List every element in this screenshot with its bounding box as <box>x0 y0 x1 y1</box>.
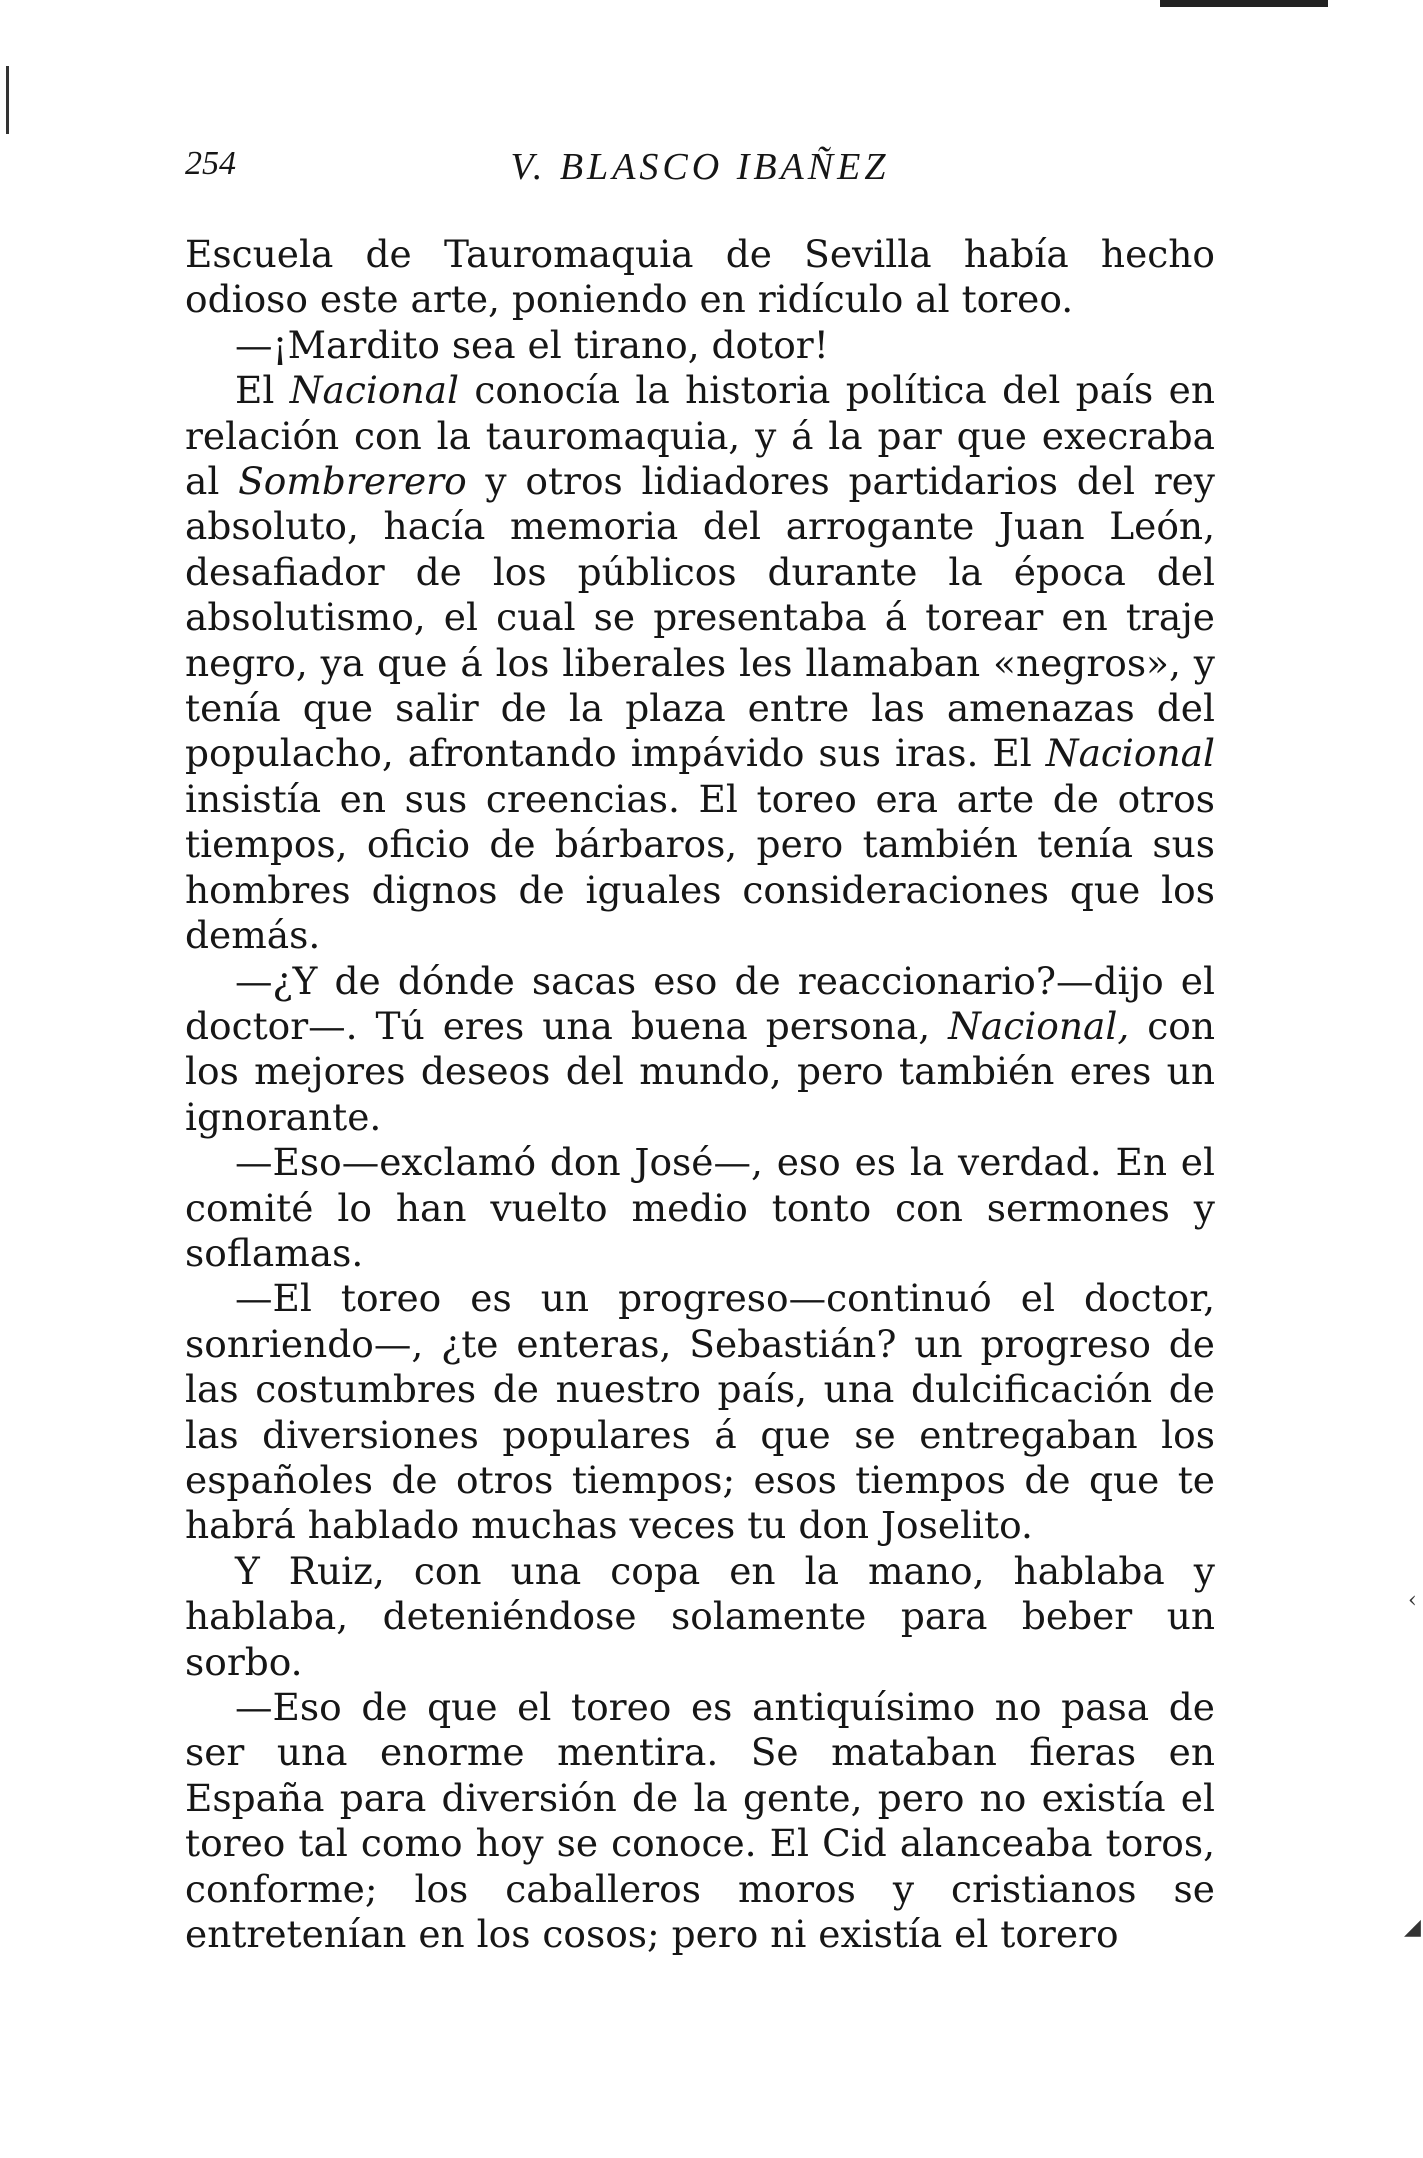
paragraph <box>185 1276 1215 1548</box>
text-run: Y Ruiz, con una copa en la mano, hablaba y hablaba, deteniéndose solamente para beber un sorbo. <box>185 1548 1215 1684</box>
paragraph <box>185 1685 1215 1957</box>
text-run: —¡Mardito sea el tirano, dotor! <box>235 322 829 367</box>
page-header <box>185 145 1215 205</box>
paragraph <box>185 1549 1215 1685</box>
paragraph <box>185 232 1215 323</box>
text-run: Escuela de Tauromaquia de Sevilla había hecho odioso este arte, poniendo en ridículo al toreo. <box>185 232 1215 322</box>
italic-text: Nacional <box>289 368 459 413</box>
paragraph <box>185 368 1215 958</box>
top-edge-rule <box>1160 0 1328 7</box>
margin-speck: ◢ <box>1404 1915 1421 1940</box>
paragraph <box>185 1140 1215 1276</box>
text-run: conocía la historia política del país en relación con la tauromaquia, y á la par que execraba al <box>185 368 1215 504</box>
text-run: —El toreo es un progreso—continuó el doctor, sonriendo—, ¿te enteras, Sebastián? un progreso de las costumbres de nuestro país, una dulcificación de las diversiones populares á que se entregaban los españoles de otros tiempos; esos tiempos de que te habrá hablado muchas veces tu don Joselito. <box>185 1276 1215 1548</box>
italic-text: Nacional, <box>948 1003 1130 1048</box>
text-run: —Eso de que el toreo es antiquísimo no pasa de ser una enorme mentira. Se mataban fieras en España para diversión de la gente, pero no existía el toreo tal como hoy se conoce. El Cid alanceaba toros, conforme; los caballeros moros y cristianos se entretenían en los cosos; pero ni existía el torero <box>185 1685 1215 1957</box>
body-text <box>185 232 1215 1957</box>
margin-speck: ‹ <box>1408 1588 1417 1613</box>
paragraph <box>185 323 1215 368</box>
paragraph <box>185 959 1215 1141</box>
italic-text: Sombrerero <box>238 459 467 504</box>
italic-text: Nacional <box>1045 731 1215 776</box>
text-run: —¿Y de dónde sacas eso de reaccionario?—dijo el doctor—. Tú eres una buena persona, <box>185 958 1215 1048</box>
text-run: y otros lidiadores partidarios del rey absoluto, hacía memoria del arrogante Juan León, desafiador de los públicos durante la época del absolutismo, el cual se presentaba á torear en traje negro, ya que á los liberales les llamaban «negros», y tenía que salir de la plaza entre las amenazas del populacho, afrontando impávido sus iras. El <box>185 459 1215 776</box>
left-margin-mark <box>6 66 9 134</box>
running-head: V. BLASCO IBAÑEZ <box>510 146 890 188</box>
text-run: —Eso—exclamó don José—, eso es la verdad. En el comité lo han vuelto medio tonto con sermones y soflamas. <box>185 1140 1215 1275</box>
text-run: El <box>235 368 290 413</box>
text-run: con los mejores deseos del mundo, pero también eres un ignorante. <box>185 1003 1215 1139</box>
text-run: insistía en sus creencias. El toreo era arte de otros tiempos, oficio de bárbaros, pero también tenía sus hombres dignos de iguales consideraciones que los demás. <box>185 776 1215 958</box>
page-number: 254 <box>185 145 236 182</box>
